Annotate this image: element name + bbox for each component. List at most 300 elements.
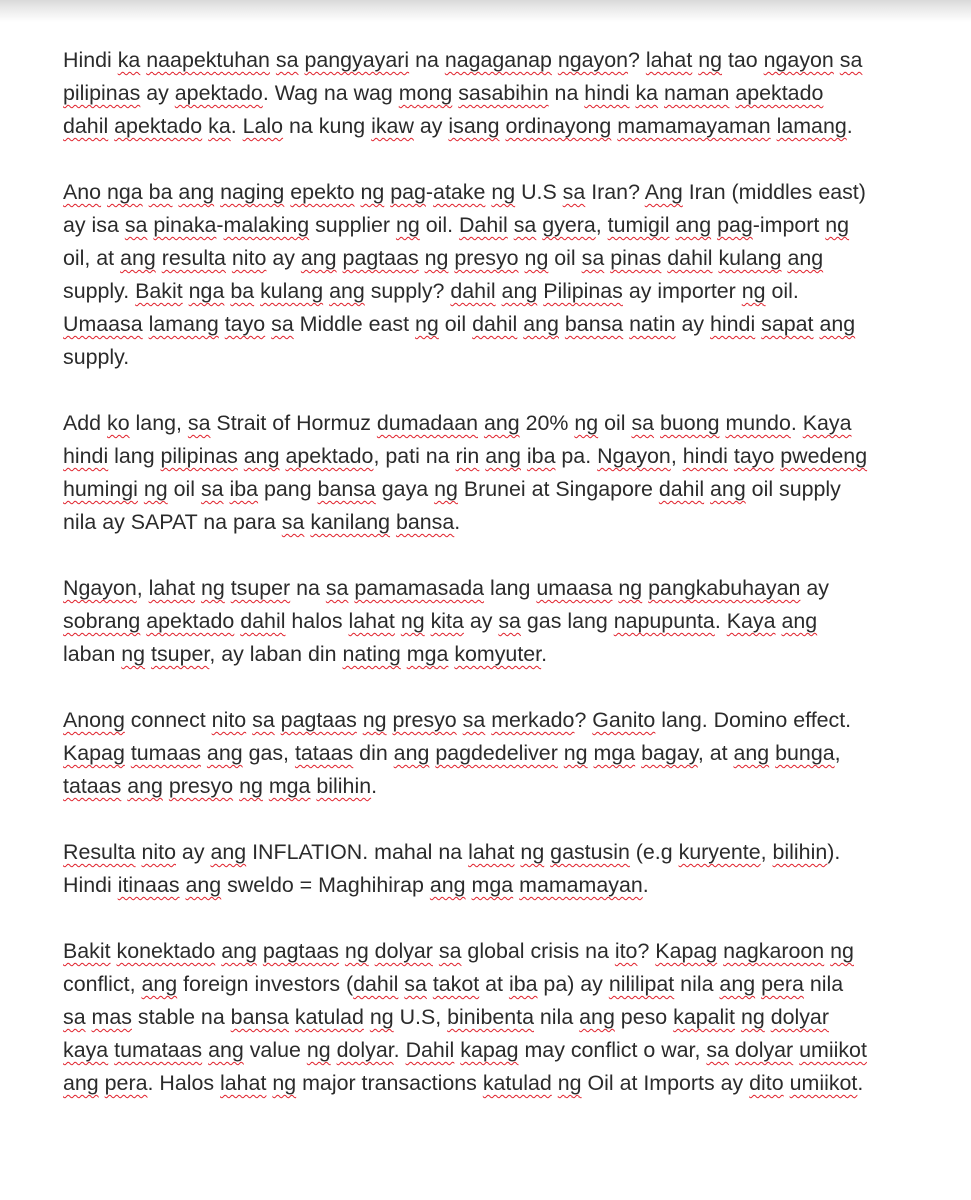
- text-run: ,: [136, 576, 149, 600]
- text-run: -: [216, 213, 224, 237]
- spellcheck-flagged-word: ng: [557, 1071, 582, 1095]
- spellcheck-flagged-word: sa: [839, 48, 863, 72]
- spellcheck-flagged-word: Dahil: [458, 213, 508, 237]
- spellcheck-flagged-word: ang: [243, 444, 280, 468]
- spellcheck-flagged-word: nagaganap: [444, 48, 552, 72]
- text-run: din: [353, 741, 394, 765]
- text-run: U.S,: [393, 1005, 448, 1029]
- paragraph: [63, 704, 923, 803]
- spellcheck-flagged-word: mga: [406, 642, 449, 666]
- spellcheck-flagged-word: ng: [395, 213, 420, 237]
- spellcheck-flagged-word: ng: [344, 939, 369, 963]
- spellcheck-flagged-word: ng: [563, 741, 588, 765]
- text-run: na kung: [283, 114, 372, 138]
- spellcheck-flagged-word: nating: [342, 642, 401, 666]
- spellcheck-flagged-word: bansa: [564, 312, 624, 336]
- spellcheck-flagged-word: Ano: [63, 180, 102, 204]
- spellcheck-flagged-word: sa: [404, 972, 427, 996]
- spellcheck-flagged-word: kulang: [260, 279, 324, 303]
- spellcheck-flagged-word: ang: [178, 180, 215, 204]
- spellcheck-flagged-word: natin: [629, 312, 676, 336]
- text-run: foreign investors (: [177, 972, 354, 996]
- spellcheck-flagged-word: naging: [220, 180, 285, 204]
- text-run: oil: [598, 411, 632, 435]
- text-line: [63, 935, 923, 968]
- text-run: , ay laban din: [209, 642, 343, 666]
- spellcheck-flagged-word: ng: [434, 477, 458, 501]
- text-run: oil.: [419, 213, 459, 237]
- text-run: gas,: [242, 741, 295, 765]
- spellcheck-flagged-word: pera: [104, 1071, 148, 1095]
- document-body: [63, 44, 923, 1133]
- spellcheck-flagged-word: ka: [117, 48, 141, 72]
- spellcheck-flagged-word: Lalo: [242, 114, 284, 138]
- spellcheck-flagged-word: ang: [733, 741, 770, 765]
- spellcheck-flagged-word: umiikot: [789, 1071, 858, 1095]
- spellcheck-flagged-word: ng: [830, 939, 854, 963]
- spellcheck-flagged-word: umaasa: [536, 576, 613, 600]
- spellcheck-flagged-word: tayo: [733, 444, 775, 468]
- spellcheck-flagged-word: nga: [107, 180, 143, 204]
- spellcheck-flagged-word: Dahil: [405, 1038, 455, 1062]
- text-line: [63, 1001, 923, 1034]
- text-run: oil supply: [745, 477, 841, 501]
- spellcheck-flagged-word: ngayon: [557, 48, 629, 72]
- spellcheck-flagged-word: tsuper: [151, 642, 210, 666]
- spellcheck-flagged-word: ang: [63, 1071, 99, 1095]
- spellcheck-flagged-word: sasabihin: [458, 81, 549, 105]
- spellcheck-flagged-word: lahat: [645, 48, 693, 72]
- text-run: ,: [760, 840, 773, 864]
- spellcheck-flagged-word: ang: [523, 312, 559, 336]
- spellcheck-flagged-word: bunga: [775, 741, 835, 765]
- text-run: . Halos: [147, 1071, 221, 1095]
- spellcheck-flagged-word: dahil: [450, 279, 496, 303]
- text-line: [63, 275, 923, 308]
- spellcheck-flagged-word: dahil: [472, 312, 518, 336]
- spellcheck-flagged-word: ng: [424, 246, 449, 270]
- spellcheck-flagged-word: ang: [429, 873, 466, 897]
- spellcheck-flagged-word: ng: [200, 576, 225, 600]
- spellcheck-flagged-word: naman: [664, 81, 730, 105]
- spellcheck-flagged-word: Ngayon: [63, 576, 137, 600]
- spellcheck-flagged-word: sa: [706, 1038, 729, 1062]
- spellcheck-flagged-word: ng: [491, 180, 516, 204]
- spellcheck-flagged-word: dolyar: [770, 1005, 829, 1029]
- spellcheck-flagged-word: lamang: [776, 114, 847, 138]
- text-run: ?: [637, 939, 656, 963]
- spellcheck-flagged-word: sa: [513, 213, 537, 237]
- text-run: connect: [124, 708, 212, 732]
- text-run: conflict,: [63, 972, 142, 996]
- spellcheck-flagged-word: pagtaas: [342, 246, 419, 270]
- spellcheck-flagged-word: apektado: [285, 444, 374, 468]
- text-line: [63, 473, 923, 506]
- text-line: [63, 44, 923, 77]
- text-run: ,: [670, 444, 683, 468]
- spellcheck-flagged-word: sa: [124, 213, 148, 237]
- text-run: .: [454, 510, 461, 534]
- text-run: Iran?: [585, 180, 645, 204]
- spellcheck-flagged-word: sa: [275, 48, 299, 72]
- spellcheck-flagged-word: pamamasada: [354, 576, 485, 600]
- spellcheck-flagged-word: bansa: [395, 510, 455, 534]
- text-run: ay: [175, 840, 211, 864]
- spellcheck-flagged-word: Ngayon: [597, 444, 671, 468]
- spellcheck-flagged-word: ang: [300, 246, 337, 270]
- spellcheck-flagged-word: merkado: [491, 708, 575, 732]
- text-run: supplier: [309, 213, 396, 237]
- text-line: [63, 506, 923, 539]
- text-run: ay: [800, 576, 829, 600]
- spellcheck-flagged-word: ng: [362, 708, 387, 732]
- spellcheck-flagged-word: Kapag: [63, 741, 125, 765]
- spellcheck-flagged-word: hindi: [584, 81, 630, 105]
- spellcheck-flagged-word: pagdedeliver: [435, 741, 558, 765]
- spellcheck-flagged-word: pwedeng: [780, 444, 868, 468]
- spellcheck-flagged-word: lahat: [348, 609, 395, 633]
- spellcheck-flagged-word: ba: [148, 180, 173, 204]
- spellcheck-flagged-word: gastusin: [550, 840, 630, 864]
- paragraph: [63, 836, 923, 902]
- spellcheck-flagged-word: sobrang: [63, 609, 141, 633]
- spellcheck-flagged-word: dolyar: [374, 939, 433, 963]
- spellcheck-flagged-word: ang: [579, 1005, 615, 1029]
- text-run: Middle east: [293, 312, 415, 336]
- text-run: ay importer: [622, 279, 742, 303]
- text-run: na: [409, 48, 445, 72]
- spellcheck-flagged-word: sa: [325, 576, 349, 600]
- text-run: oil.: [765, 279, 799, 303]
- paragraph: [63, 572, 923, 671]
- text-run: pa.: [555, 444, 598, 468]
- text-run: Iran (middles east): [682, 180, 866, 204]
- spellcheck-flagged-word: ng: [121, 642, 146, 666]
- text-run: pang: [258, 477, 318, 501]
- text-run: nila: [533, 1005, 580, 1029]
- spellcheck-flagged-word: pagtaas: [280, 708, 357, 732]
- spellcheck-flagged-word: ang: [787, 246, 824, 270]
- text-run: (e.g: [629, 840, 679, 864]
- spellcheck-flagged-word: atake: [433, 180, 486, 204]
- text-run: gas lang: [520, 609, 614, 633]
- top-edge-shadow: [0, 0, 971, 22]
- spellcheck-flagged-word: tsuper: [230, 576, 291, 600]
- spellcheck-flagged-word: ang: [127, 774, 163, 798]
- spellcheck-flagged-word: Pilipinas: [543, 279, 623, 303]
- spellcheck-flagged-word: kapag: [460, 1038, 519, 1062]
- text-line: [63, 440, 923, 473]
- spellcheck-flagged-word: tayo: [224, 312, 266, 336]
- text-run: gaya: [375, 477, 435, 501]
- text-run: ,: [834, 741, 841, 765]
- spellcheck-flagged-word: dumadaan: [376, 411, 478, 435]
- spellcheck-flagged-word: pera: [761, 972, 804, 996]
- spellcheck-flagged-word: isang: [448, 114, 500, 138]
- text-run: value: [243, 1038, 307, 1062]
- spellcheck-flagged-word: katulad: [482, 1071, 552, 1095]
- spellcheck-flagged-word: ang: [719, 972, 756, 996]
- text-run: Strait of Hormuz: [210, 411, 377, 435]
- spellcheck-flagged-word: Umaasa: [63, 312, 143, 336]
- spellcheck-flagged-word: dahil: [353, 972, 399, 996]
- spellcheck-flagged-word: lamang: [148, 312, 219, 336]
- text-run: nila: [674, 972, 720, 996]
- spellcheck-flagged-word: pinas: [610, 246, 662, 270]
- text-run: major transactions: [296, 1071, 483, 1095]
- spellcheck-flagged-word: napupunta: [613, 609, 715, 633]
- spellcheck-flagged-word: apektado: [174, 81, 263, 105]
- text-run: .: [714, 609, 727, 633]
- text-run: halos: [285, 609, 349, 633]
- spellcheck-flagged-word: Anong: [63, 708, 125, 732]
- spellcheck-flagged-word: sa: [631, 411, 655, 435]
- spellcheck-flagged-word: tataas: [63, 774, 122, 798]
- text-run: INFLATION. mahal na: [246, 840, 469, 864]
- spellcheck-flagged-word: pilipinas: [160, 444, 238, 468]
- paragraph: [63, 176, 923, 374]
- spellcheck-flagged-word: nagkaroon: [723, 939, 825, 963]
- text-line: [63, 308, 923, 341]
- text-run: ay: [266, 246, 301, 270]
- text-line: [63, 407, 923, 440]
- spellcheck-flagged-word: pag: [717, 213, 753, 237]
- spellcheck-flagged-word: ang: [393, 741, 430, 765]
- text-run: . Wag na wag: [262, 81, 399, 105]
- spellcheck-flagged-word: rin: [455, 444, 480, 468]
- text-run: lang,: [129, 411, 188, 435]
- spellcheck-flagged-word: sa: [200, 477, 224, 501]
- spellcheck-flagged-word: Resulta: [63, 840, 136, 864]
- text-line: [63, 209, 923, 242]
- paragraph: [63, 44, 923, 143]
- text-run: ay isa: [63, 213, 125, 237]
- text-run: .: [846, 114, 853, 138]
- spellcheck-flagged-word: ang: [675, 213, 712, 237]
- spellcheck-flagged-word: hindi: [63, 444, 109, 468]
- text-run: .: [371, 774, 378, 798]
- text-line: [63, 176, 923, 209]
- text-run: ).: [827, 840, 841, 864]
- spellcheck-flagged-word: sa: [63, 1005, 86, 1029]
- text-run: oil, at: [63, 246, 121, 270]
- text-line: [63, 1067, 923, 1100]
- spellcheck-flagged-word: Kaya: [726, 609, 776, 633]
- spellcheck-flagged-word: pangyayari: [304, 48, 410, 72]
- spellcheck-flagged-word: takot: [432, 972, 480, 996]
- spellcheck-flagged-word: buong: [660, 411, 720, 435]
- text-run: may conflict o war,: [518, 1038, 707, 1062]
- text-run: lang: [108, 444, 161, 468]
- text-run: oil: [548, 246, 582, 270]
- spellcheck-flagged-word: ng: [520, 840, 545, 864]
- text-run: na: [548, 81, 585, 105]
- text-run: .: [857, 1071, 864, 1095]
- text-line: [63, 77, 923, 110]
- text-line: [63, 869, 923, 902]
- text-run: oil: [167, 477, 201, 501]
- text-run: supply.: [63, 345, 130, 369]
- spellcheck-flagged-word: ang: [185, 873, 222, 897]
- spellcheck-flagged-word: ng: [360, 180, 385, 204]
- spellcheck-flagged-word: dolyar: [734, 1038, 794, 1062]
- spellcheck-flagged-word: Bakit: [135, 279, 183, 303]
- spellcheck-flagged-word: ng: [618, 576, 643, 600]
- spellcheck-flagged-word: malaking: [223, 213, 310, 237]
- spellcheck-flagged-word: ordinayong: [505, 114, 612, 138]
- spellcheck-flagged-word: sa: [562, 180, 586, 204]
- spellcheck-flagged-word: dahil: [658, 477, 705, 501]
- spellcheck-flagged-word: ang: [208, 1038, 244, 1062]
- spellcheck-flagged-word: ng: [239, 774, 263, 798]
- spellcheck-flagged-word: mong: [398, 81, 453, 105]
- text-run: .: [642, 873, 649, 897]
- spellcheck-flagged-word: mundo: [725, 411, 791, 435]
- spellcheck-flagged-word: dahil: [240, 609, 286, 633]
- spellcheck-flagged-word: ng: [415, 312, 439, 336]
- text-line: [63, 572, 923, 605]
- spellcheck-flagged-word: iba: [526, 444, 556, 468]
- spellcheck-flagged-word: ng: [741, 279, 766, 303]
- spellcheck-flagged-word: ng: [369, 1005, 394, 1029]
- text-run: global crisis na: [461, 939, 615, 963]
- spellcheck-flagged-word: sa: [281, 510, 305, 534]
- spellcheck-flagged-word: konektado: [116, 939, 216, 963]
- spellcheck-flagged-word: kapalit: [673, 1005, 735, 1029]
- spellcheck-flagged-word: tumataas: [114, 1038, 203, 1062]
- spellcheck-flagged-word: pinaka: [153, 213, 217, 237]
- spellcheck-flagged-word: ang: [485, 444, 521, 468]
- spellcheck-flagged-word: bagay: [641, 741, 698, 765]
- text-run: ?: [628, 48, 646, 72]
- spellcheck-flagged-word: ka: [208, 114, 231, 138]
- text-run: ay: [463, 609, 499, 633]
- spellcheck-flagged-word: dito: [749, 1071, 784, 1095]
- text-run: .: [790, 411, 803, 435]
- spellcheck-flagged-word: sa: [438, 939, 462, 963]
- spellcheck-flagged-word: hindi: [710, 312, 756, 336]
- spellcheck-flagged-word: sa: [187, 411, 211, 435]
- text-run: laban: [63, 642, 122, 666]
- spellcheck-flagged-word: ng: [524, 246, 549, 270]
- text-line: [63, 110, 923, 143]
- text-run: nila ay SAPAT na para: [63, 510, 282, 534]
- spellcheck-flagged-word: ng: [306, 1038, 331, 1062]
- spellcheck-flagged-word: kita: [430, 609, 464, 633]
- spellcheck-flagged-word: ng: [574, 411, 599, 435]
- paragraph: [63, 407, 923, 539]
- spellcheck-flagged-word: sa: [252, 708, 275, 732]
- text-run: ay: [675, 312, 711, 336]
- spellcheck-flagged-word: dahil: [667, 246, 713, 270]
- spellcheck-flagged-word: ng: [272, 1071, 297, 1095]
- spellcheck-flagged-word: ang: [781, 609, 818, 633]
- spellcheck-flagged-word: lahat: [148, 576, 196, 600]
- spellcheck-flagged-word: ang: [819, 312, 856, 336]
- text-run: .: [230, 114, 243, 138]
- spellcheck-flagged-word: ang: [141, 972, 178, 996]
- spellcheck-flagged-word: sa: [271, 312, 294, 336]
- spellcheck-flagged-word: presyo: [392, 708, 457, 732]
- spellcheck-flagged-word: pagtaas: [262, 939, 339, 963]
- spellcheck-flagged-word: ng: [698, 48, 723, 72]
- text-run: ?: [574, 708, 593, 732]
- spellcheck-flagged-word: sa: [462, 708, 486, 732]
- text-line: [63, 704, 923, 737]
- spellcheck-flagged-word: tataas: [294, 741, 354, 765]
- spellcheck-flagged-word: binibenta: [447, 1005, 534, 1029]
- spellcheck-flagged-word: Bakit: [63, 939, 111, 963]
- spellcheck-flagged-word: nito: [141, 840, 176, 864]
- text-run: 20%: [519, 411, 575, 435]
- spellcheck-flagged-word: ang: [120, 246, 156, 270]
- spellcheck-flagged-word: tumaas: [130, 741, 201, 765]
- spellcheck-flagged-word: nito: [231, 246, 267, 270]
- text-line: [63, 1034, 923, 1067]
- text-run: , pati na: [373, 444, 456, 468]
- spellcheck-flagged-word: ba: [230, 279, 255, 303]
- spellcheck-flagged-word: ngayon: [763, 48, 834, 72]
- spellcheck-flagged-word: iba: [508, 972, 538, 996]
- spellcheck-flagged-word: nito: [211, 708, 247, 732]
- text-run: at: [479, 972, 509, 996]
- text-run: U.S: [515, 180, 563, 204]
- spellcheck-flagged-word: kulang: [718, 246, 782, 270]
- text-line: [63, 638, 923, 671]
- text-line: [63, 770, 923, 803]
- text-run: sweldo = Maghihirap: [221, 873, 430, 897]
- spellcheck-flagged-word: komyuter: [454, 642, 542, 666]
- spellcheck-flagged-word: pag: [390, 180, 426, 204]
- text-run: stable na: [131, 1005, 231, 1029]
- spellcheck-flagged-word: apektado: [114, 114, 203, 138]
- spellcheck-flagged-word: nililipat: [608, 972, 675, 996]
- spellcheck-flagged-word: ng: [825, 213, 850, 237]
- spellcheck-flagged-word: Kaya: [802, 411, 852, 435]
- spellcheck-flagged-word: apektado: [735, 81, 824, 105]
- spellcheck-flagged-word: mga: [471, 873, 514, 897]
- text-line: [63, 605, 923, 638]
- text-run: Oil at Imports ay: [581, 1071, 750, 1095]
- text-line: [63, 737, 923, 770]
- spellcheck-flagged-word: epekto: [290, 180, 355, 204]
- text-run: oil: [438, 312, 473, 336]
- text-run: Hindi: [63, 48, 118, 72]
- spellcheck-flagged-word: kanilang: [310, 510, 391, 534]
- spellcheck-flagged-word: dolyar: [336, 1038, 394, 1062]
- spellcheck-flagged-word: ito: [614, 939, 638, 963]
- spellcheck-flagged-word: pangkabuhayan: [648, 576, 801, 600]
- spellcheck-flagged-word: bilihin: [772, 840, 828, 864]
- spellcheck-flagged-word: mas: [91, 1005, 132, 1029]
- text-run: .: [541, 642, 548, 666]
- spellcheck-flagged-word: ang: [483, 411, 520, 435]
- spellcheck-flagged-word: bansa: [230, 1005, 289, 1029]
- spellcheck-flagged-word: mamamayan: [519, 873, 643, 897]
- spellcheck-flagged-word: iba: [229, 477, 259, 501]
- text-run: peso: [614, 1005, 674, 1029]
- spellcheck-flagged-word: katulad: [294, 1005, 364, 1029]
- spellcheck-flagged-word: hindi: [682, 444, 728, 468]
- text-run: lang. Domino effect.: [655, 708, 852, 732]
- spellcheck-flagged-word: kuryente: [678, 840, 761, 864]
- spellcheck-flagged-word: gyera: [542, 213, 596, 237]
- spellcheck-flagged-word: tumigil: [607, 213, 670, 237]
- text-run: pa) ay: [537, 972, 609, 996]
- spellcheck-flagged-word: nga: [188, 279, 225, 303]
- spellcheck-flagged-word: ng: [143, 477, 168, 501]
- spellcheck-flagged-word: resulta: [161, 246, 226, 270]
